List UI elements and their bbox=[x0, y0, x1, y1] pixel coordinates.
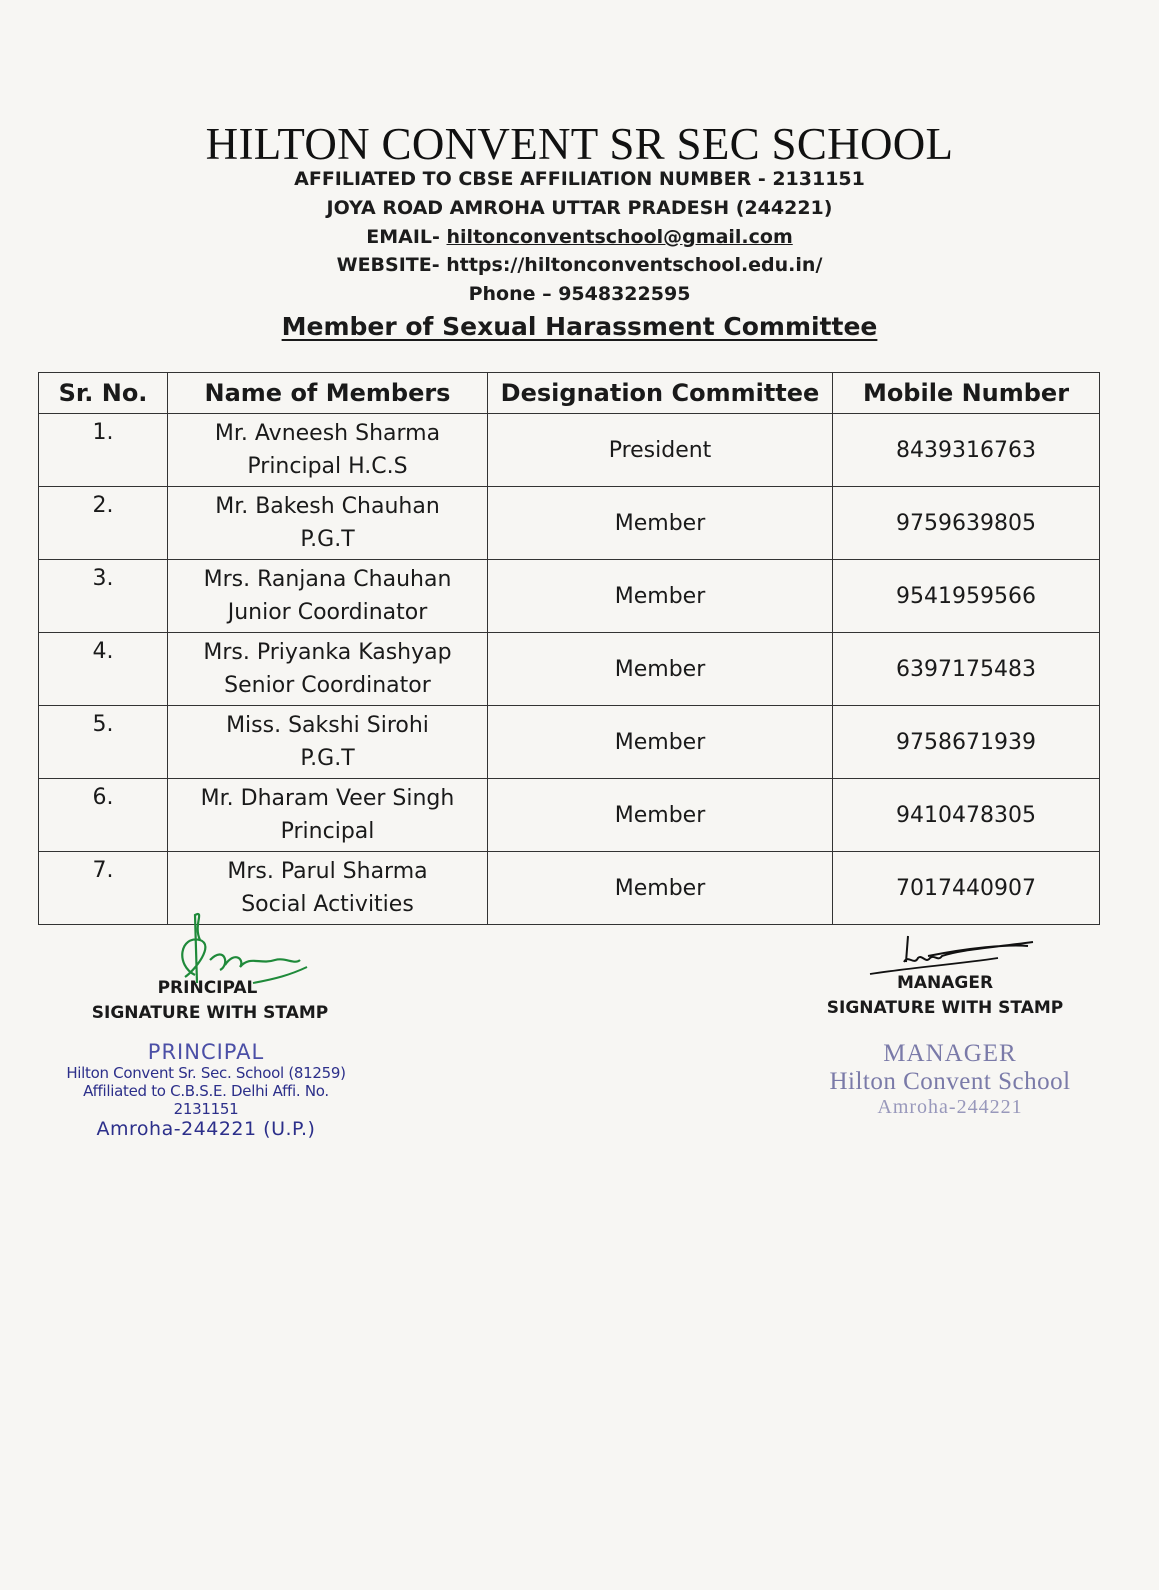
member-role: Junior Coordinator bbox=[227, 600, 428, 625]
member-name: Mr. Dharam Veer Singh bbox=[200, 786, 455, 811]
cell-mobile: 8439316763 bbox=[833, 414, 1100, 487]
members-table bbox=[38, 372, 1100, 925]
cell-member bbox=[168, 414, 488, 487]
phone-line: Phone – 9548322595 bbox=[468, 283, 691, 305]
affiliation-line: AFFILIATED TO CBSE AFFILIATION NUMBER - 2131151 bbox=[294, 168, 865, 190]
email-line bbox=[0, 226, 1159, 248]
principal-stamp-line: PRINCIPAL bbox=[147, 1040, 265, 1064]
table-row bbox=[39, 779, 1100, 852]
cell-member bbox=[168, 706, 488, 779]
cell-sr: 1. bbox=[39, 414, 168, 487]
cell-designation: President bbox=[488, 414, 833, 487]
cell-designation: Member bbox=[488, 852, 833, 925]
manager-stamp-line: Hilton Convent School bbox=[829, 1068, 1071, 1095]
website-line[interactable]: WEBSITE- https://hiltonconventschool.edu.in/ bbox=[336, 254, 823, 276]
member-name: Mrs. Ranjana Chauhan bbox=[203, 567, 452, 592]
manager-stamp-line: Amroha-244221 bbox=[877, 1096, 1023, 1118]
table-header-row bbox=[39, 373, 1100, 414]
table-row bbox=[39, 560, 1100, 633]
member-name: Mrs. Priyanka Kashyap bbox=[203, 640, 452, 665]
principal-stamp bbox=[66, 1040, 346, 1140]
cell-mobile: 7017440907 bbox=[833, 852, 1100, 925]
principal-title: PRINCIPAL bbox=[157, 978, 258, 998]
committee-title bbox=[0, 312, 1159, 341]
member-role: Senior Coordinator bbox=[224, 673, 431, 698]
cell-designation: Member bbox=[488, 779, 833, 852]
cell-mobile: 6397175483 bbox=[833, 633, 1100, 706]
principal-stamp-line: Affiliated to C.B.S.E. Delhi Affi. No. 2131151 bbox=[83, 1082, 329, 1118]
principal-signature-block bbox=[70, 905, 350, 1023]
email-link[interactable]: hiltonconventschool@gmail.com bbox=[446, 226, 793, 248]
cell-mobile: 9758671939 bbox=[833, 706, 1100, 779]
cell-mobile: 9410478305 bbox=[833, 779, 1100, 852]
email-label: EMAIL- bbox=[366, 226, 447, 248]
principal-stamp-line: Amroha-244221 (U.P.) bbox=[96, 1118, 316, 1140]
cell-designation: Member bbox=[488, 487, 833, 560]
cell-sr: 5. bbox=[39, 706, 168, 779]
manager-signature-block bbox=[820, 925, 1070, 1018]
table-row bbox=[39, 414, 1100, 487]
cell-sr: 7. bbox=[39, 852, 168, 925]
member-name: Mr. Avneesh Sharma bbox=[214, 421, 441, 446]
cell-sr: 2. bbox=[39, 487, 168, 560]
address-line: JOYA ROAD AMROHA UTTAR PRADESH (244221) bbox=[326, 197, 833, 219]
cell-mobile: 9759639805 bbox=[833, 487, 1100, 560]
cell-designation: Member bbox=[488, 633, 833, 706]
cell-member bbox=[168, 560, 488, 633]
manager-caption: SIGNATURE WITH STAMP bbox=[826, 998, 1064, 1018]
member-role: Principal H.C.S bbox=[247, 454, 408, 479]
cell-member bbox=[168, 779, 488, 852]
header-sr-no: Sr. No. bbox=[39, 373, 168, 414]
member-name: Miss. Sakshi Sirohi bbox=[226, 713, 429, 738]
member-role: P.G.T bbox=[300, 527, 355, 552]
member-role: P.G.T bbox=[300, 746, 355, 771]
member-name: Mr. Bakesh Chauhan bbox=[215, 494, 440, 519]
member-role: Social Activities bbox=[241, 892, 414, 917]
cell-mobile: 9541959566 bbox=[833, 560, 1100, 633]
table-row bbox=[39, 706, 1100, 779]
committee-title-text: Member of Sexual Harassment Committee bbox=[281, 312, 878, 341]
principal-caption: SIGNATURE WITH STAMP bbox=[91, 1003, 329, 1023]
cell-designation: Member bbox=[488, 706, 833, 779]
member-role: Principal bbox=[280, 819, 375, 844]
principal-stamp-line: Hilton Convent Sr. Sec. School (81259) bbox=[66, 1064, 346, 1082]
member-name: Mrs. Parul Sharma bbox=[227, 859, 428, 884]
cell-sr: 6. bbox=[39, 779, 168, 852]
header-designation: Designation Committee bbox=[488, 373, 833, 414]
table-row bbox=[39, 487, 1100, 560]
cell-member bbox=[168, 487, 488, 560]
header-name: Name of Members bbox=[168, 373, 488, 414]
cell-sr: 3. bbox=[39, 560, 168, 633]
header-mobile: Mobile Number bbox=[833, 373, 1100, 414]
school-name: HILTON CONVENT SR SEC SCHOOL bbox=[205, 119, 954, 169]
table-row bbox=[39, 633, 1100, 706]
manager-title: MANAGER bbox=[896, 973, 994, 993]
cell-member bbox=[168, 633, 488, 706]
manager-stamp bbox=[815, 1040, 1085, 1119]
manager-stamp-line: MANAGER bbox=[883, 1040, 1017, 1067]
cell-sr: 4. bbox=[39, 633, 168, 706]
cell-designation: Member bbox=[488, 560, 833, 633]
